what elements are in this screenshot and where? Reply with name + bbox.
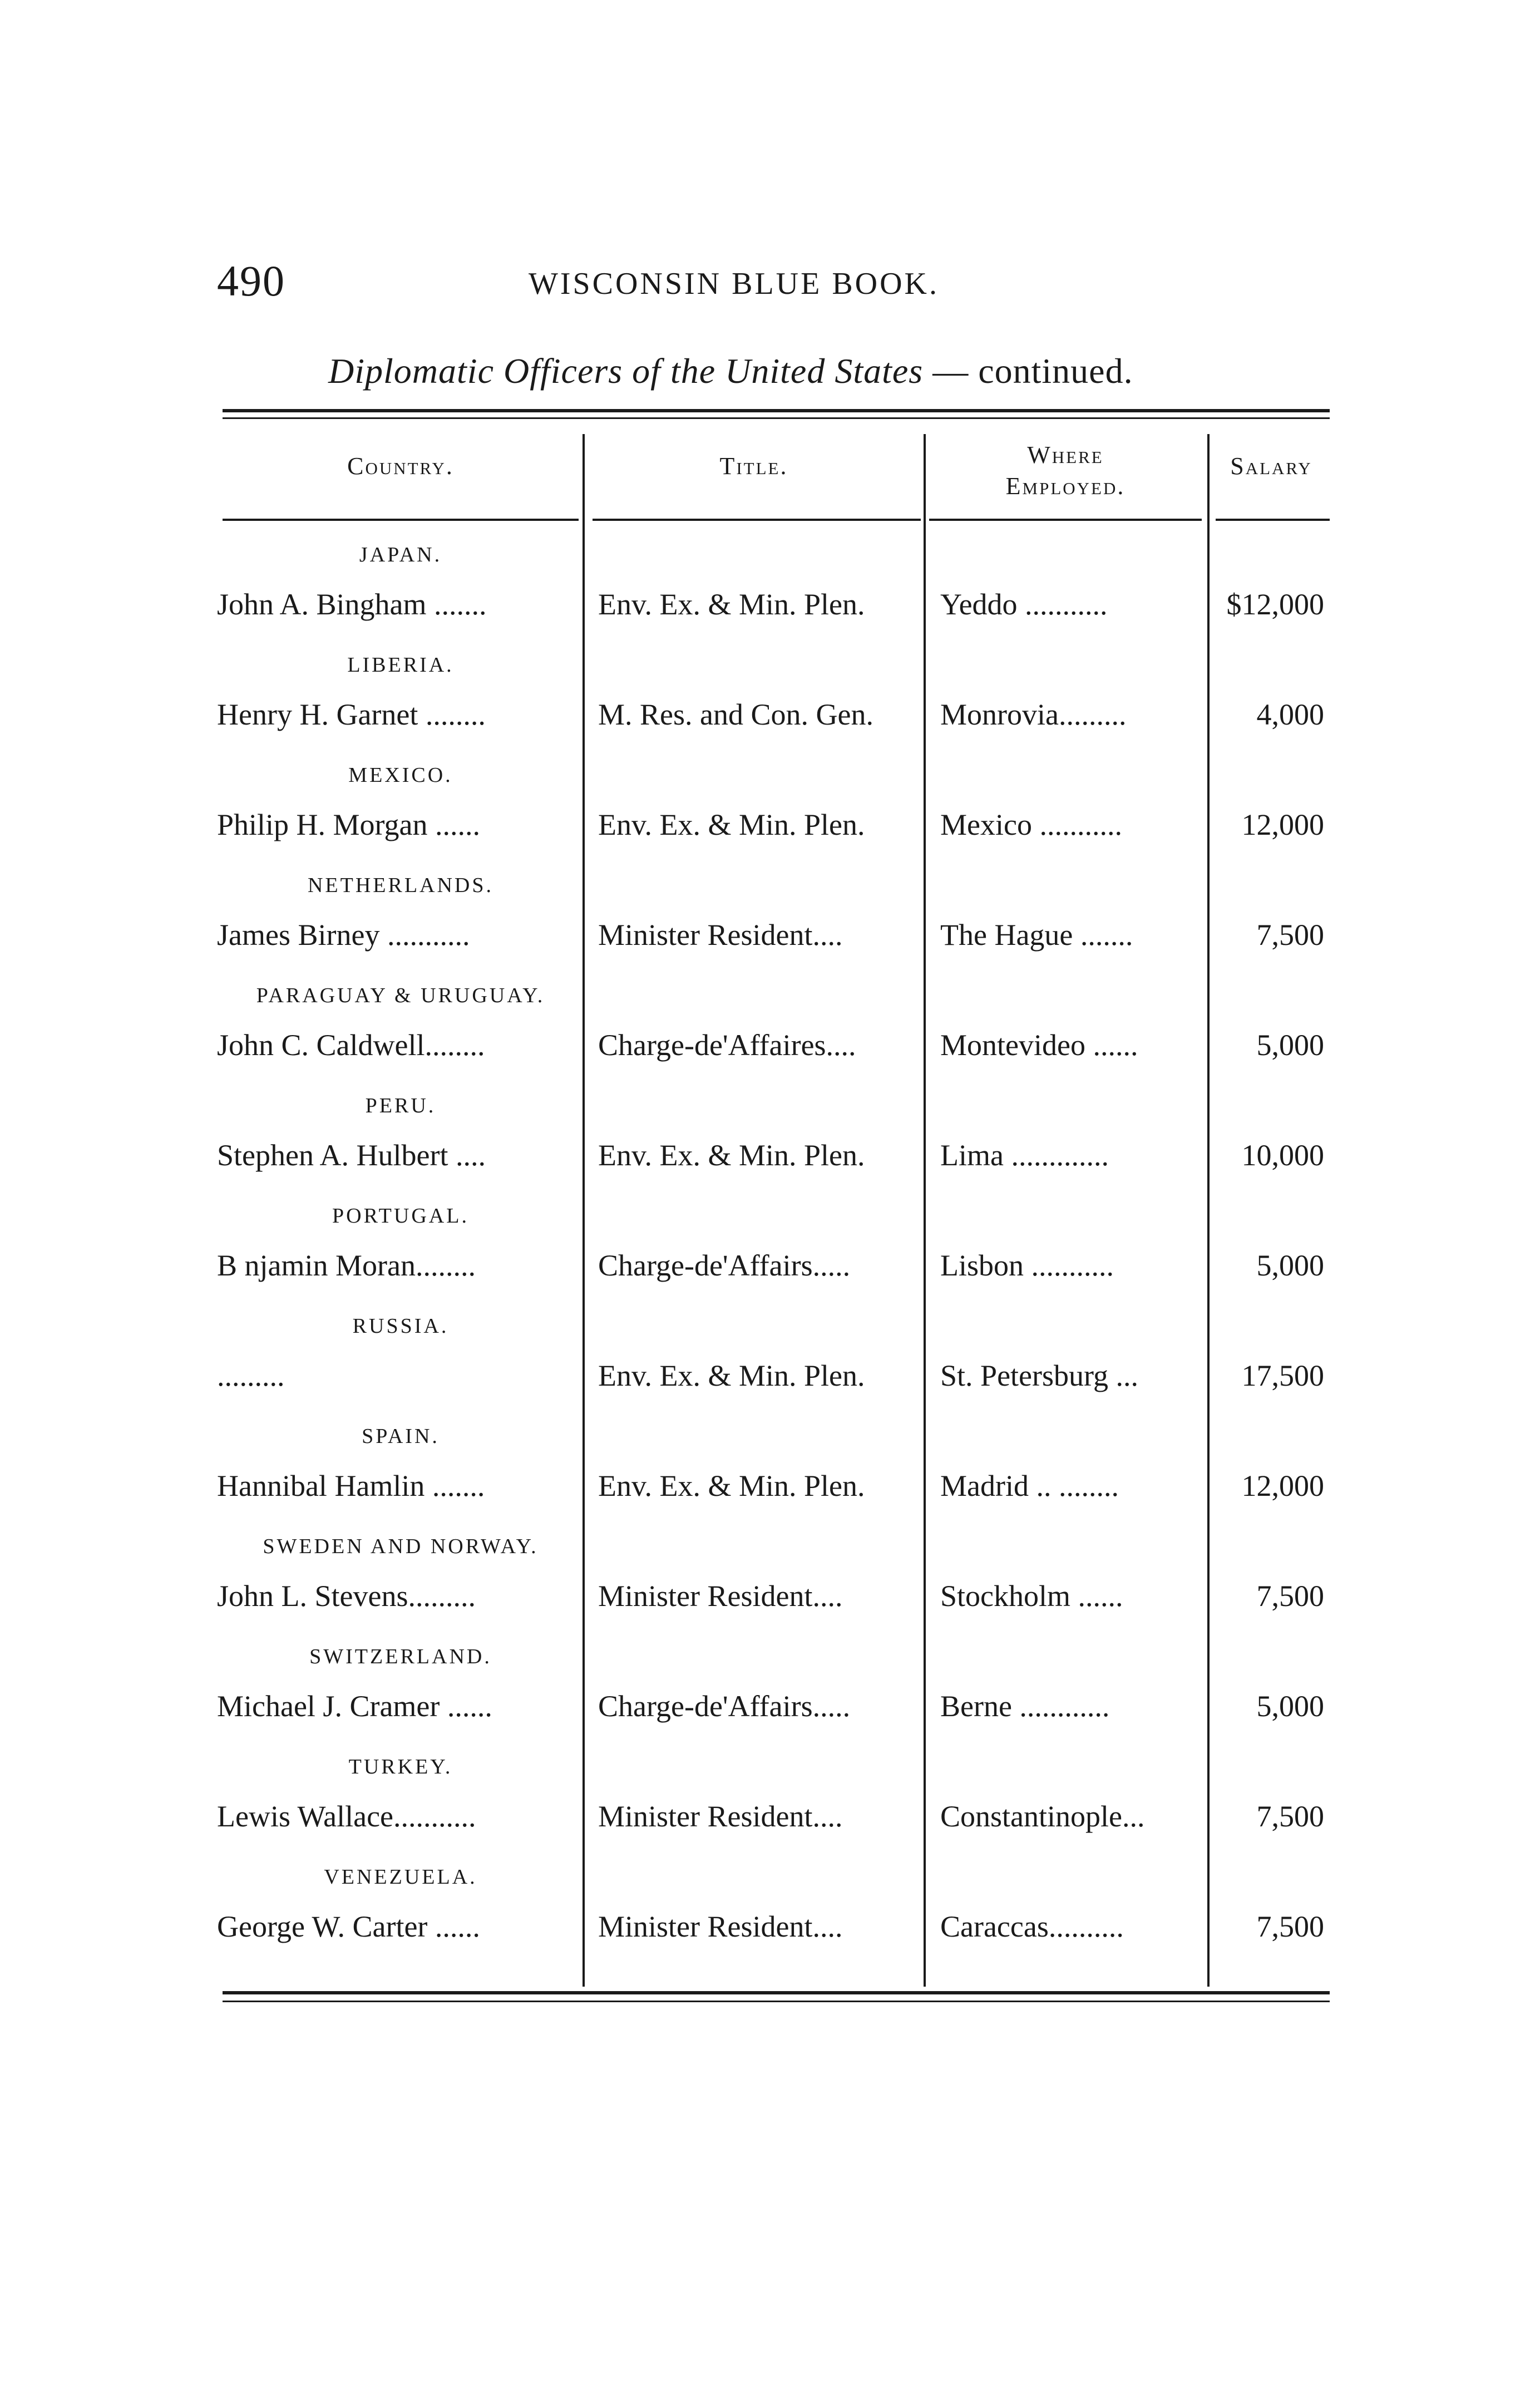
where-employed: Mexico ........... — [940, 808, 1122, 841]
salary-value: 5,000 — [1256, 1249, 1324, 1282]
officer-title: Minister Resident.... — [598, 918, 843, 952]
officer-title: Env. Ex. & Min. Plen. — [598, 588, 865, 621]
country-heading: SPAIN. — [362, 1425, 440, 1448]
officer-title: Charge-de'Affairs..... — [598, 1689, 851, 1723]
officer-name: Michael J. Cramer ...... — [217, 1689, 492, 1723]
header-title: Title. — [719, 452, 788, 480]
where-employed: Stockholm ...... — [940, 1579, 1123, 1613]
bottom-rule-thin — [223, 2001, 1330, 2002]
column-divider-3 — [1207, 434, 1210, 1987]
where-employed: Lisbon ........... — [940, 1249, 1114, 1282]
where-employed: Constantinople... — [940, 1800, 1145, 1833]
officer-name: Henry H. Garnet ........ — [217, 698, 486, 731]
salary-value: 7,500 — [1256, 1579, 1324, 1613]
page-number: 490 — [217, 257, 285, 305]
country-heading: MEXICO. — [348, 763, 453, 787]
country-heading: RUSSIA. — [352, 1314, 449, 1338]
officer-title: Env. Ex. & Min. Plen. — [598, 1359, 865, 1392]
salary-value: 5,000 — [1256, 1028, 1324, 1062]
header-country: Country. — [347, 452, 454, 480]
officer-name: Philip H. Morgan ...... — [217, 808, 481, 841]
where-employed: Montevideo ...... — [940, 1028, 1138, 1062]
salary-value: 7,500 — [1256, 918, 1324, 952]
top-rule-thick — [223, 409, 1330, 412]
officer-title: Charge-de'Affairs..... — [598, 1249, 851, 1282]
top-rule-thin — [223, 417, 1330, 419]
officer-name: George W. Carter ...... — [217, 1910, 480, 1943]
country-heading: PERU. — [365, 1094, 436, 1117]
where-employed: Monrovia......... — [940, 698, 1127, 731]
country-heading: NETHERLANDS. — [307, 874, 494, 897]
officer-title: Minister Resident.... — [598, 1800, 843, 1833]
column-divider-1 — [583, 434, 585, 1987]
country-heading: SWITZERLAND. — [309, 1645, 492, 1668]
subtitle-text: Diplomatic Officers of the United States — [328, 351, 924, 391]
country-heading: VENEZUELA. — [324, 1865, 477, 1889]
country-heading: JAPAN. — [359, 543, 442, 566]
where-employed: Caraccas.......... — [940, 1910, 1124, 1943]
country-heading: TURKEY. — [348, 1755, 453, 1779]
salary-value: 7,500 — [1256, 1910, 1324, 1943]
header-underline-where — [929, 519, 1202, 521]
header-where-employed — [929, 440, 1202, 502]
officer-name: B njamin Moran........ — [217, 1249, 476, 1282]
bottom-rule-thick — [223, 1991, 1330, 1994]
officer-title: Charge-de'Affaires.... — [598, 1028, 856, 1062]
officer-name: James Birney ........... — [217, 918, 470, 952]
where-employed: Madrid .. ........ — [940, 1469, 1119, 1502]
officer-name: John L. Stevens......... — [217, 1579, 476, 1613]
header-where-line2: Employed. — [1005, 472, 1126, 500]
header-underline-title — [593, 519, 921, 521]
salary-value: $12,000 — [1226, 588, 1324, 621]
running-head: WISCONSIN BLUE BOOK. — [529, 267, 939, 301]
subtitle-suffix: — continued. — [932, 351, 1133, 391]
country-heading: PORTUGAL. — [332, 1204, 469, 1228]
officer-title: Env. Ex. & Min. Plen. — [598, 1469, 865, 1502]
column-divider-2 — [924, 434, 926, 1987]
officer-name: Stephen A. Hulbert .... — [217, 1139, 486, 1172]
salary-value: 10,000 — [1241, 1139, 1324, 1172]
officer-title: Minister Resident.... — [598, 1910, 843, 1943]
salary-value: 17,500 — [1241, 1359, 1324, 1392]
officer-title: M. Res. and Con. Gen. — [598, 698, 873, 731]
header-underline-salary — [1216, 519, 1330, 521]
salary-value: 12,000 — [1241, 1469, 1324, 1502]
where-employed: Yeddo ........... — [940, 588, 1108, 621]
salary-value: 12,000 — [1241, 808, 1324, 841]
where-employed: St. Petersburg ... — [940, 1359, 1139, 1392]
officer-title: Env. Ex. & Min. Plen. — [598, 1139, 865, 1172]
header-salary: Salary — [1230, 452, 1312, 480]
salary-value: 7,500 — [1256, 1800, 1324, 1833]
officer-title: Minister Resident.... — [598, 1579, 843, 1613]
officer-name: John C. Caldwell........ — [217, 1028, 485, 1062]
officer-title: Env. Ex. & Min. Plen. — [598, 808, 865, 841]
officer-name: ......... — [217, 1359, 285, 1392]
where-employed: Lima ............. — [940, 1139, 1109, 1172]
where-employed: The Hague ....... — [940, 918, 1133, 952]
officer-name: Hannibal Hamlin ....... — [217, 1469, 485, 1502]
country-heading: PARAGUAY & URUGUAY. — [256, 984, 545, 1007]
country-heading: SWEDEN AND NORWAY. — [263, 1535, 539, 1558]
country-heading: LIBERIA. — [347, 653, 454, 677]
table-subtitle — [328, 351, 1133, 392]
officer-name: John A. Bingham ....... — [217, 588, 487, 621]
salary-value: 4,000 — [1256, 698, 1324, 731]
salary-value: 5,000 — [1256, 1689, 1324, 1723]
where-employed: Berne ............ — [940, 1689, 1110, 1723]
header-where-line1: Where — [1027, 441, 1104, 469]
officer-name: Lewis Wallace........... — [217, 1800, 476, 1833]
header-underline-country — [223, 519, 579, 521]
